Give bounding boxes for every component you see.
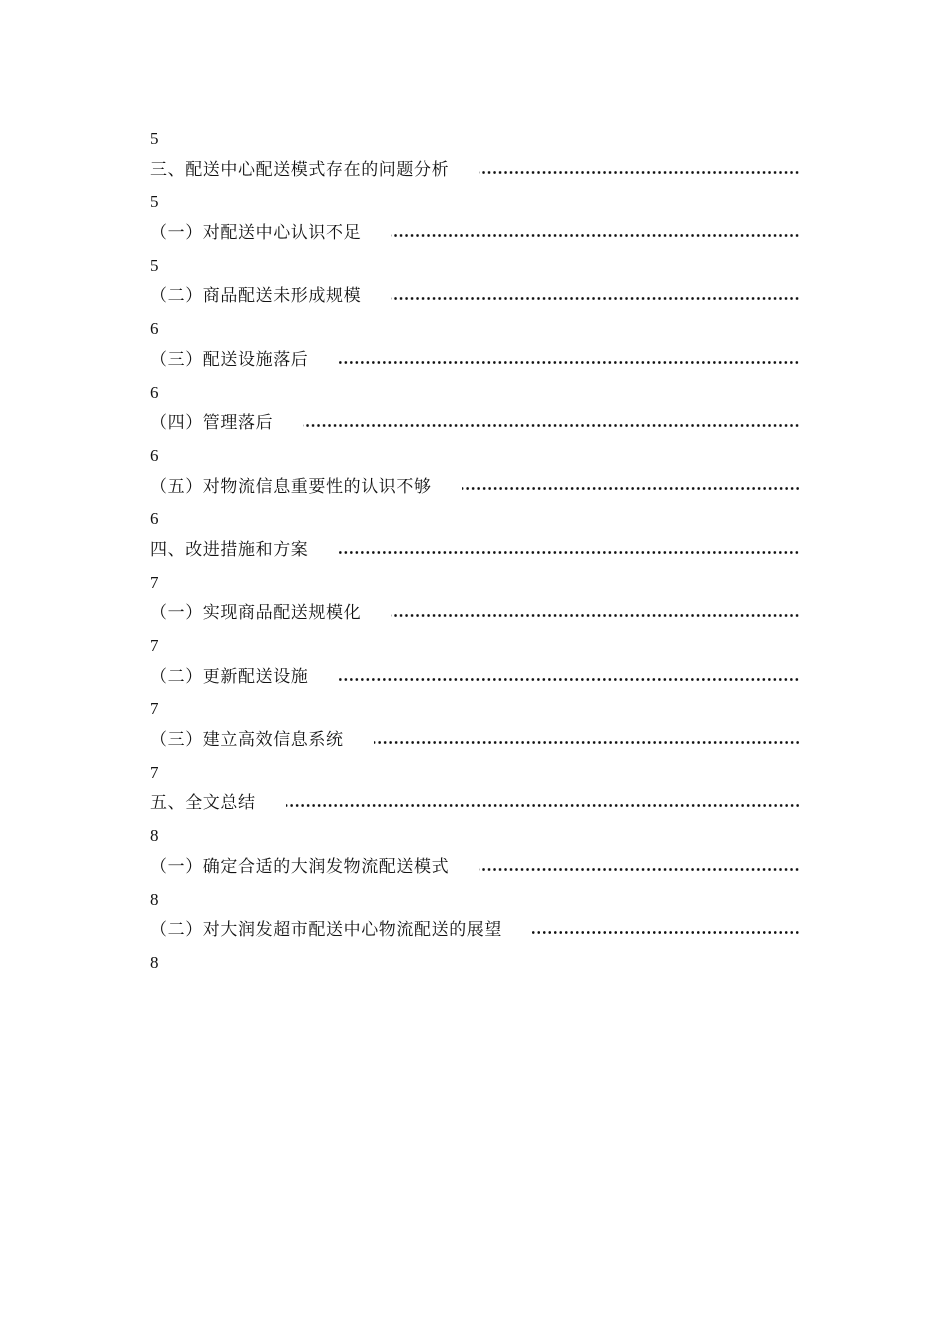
toc-entry-title: （二）对大润发超市配送中心物流配送的展望 xyxy=(150,920,502,941)
toc-page-number: 7 xyxy=(150,636,159,655)
table-of-contents xyxy=(150,123,800,979)
toc-entry xyxy=(150,472,800,504)
toc-entry xyxy=(150,852,800,884)
toc-page-number: 8 xyxy=(150,952,159,972)
toc-page-number: 7 xyxy=(150,699,159,719)
toc-leader-dots xyxy=(462,487,800,490)
toc-entry-title: （四）管理落后 xyxy=(150,413,274,434)
toc-entry-title: （一）确定合适的大润发物流配送模式 xyxy=(150,856,450,877)
toc-page-number: 6 xyxy=(150,382,159,402)
toc-leader-dots xyxy=(391,234,800,237)
toc-page-number: 5 xyxy=(150,255,159,275)
toc-page-number: 7 xyxy=(150,762,159,782)
toc-page-number: 5 xyxy=(150,129,159,148)
toc-entry xyxy=(150,788,800,820)
toc-page-number: 7 xyxy=(150,572,159,592)
toc-leader-dots xyxy=(532,931,800,934)
toc-entry xyxy=(150,598,800,630)
toc-entry xyxy=(150,662,800,694)
toc-entry xyxy=(150,408,800,440)
toc-entry-title: 四、改进措施和方案 xyxy=(150,539,309,560)
toc-entry-title: （二）商品配送未形成规模 xyxy=(150,286,362,307)
toc-page-number: 8 xyxy=(150,826,159,846)
toc-page-number: 8 xyxy=(150,889,159,909)
toc-leader-dots xyxy=(391,297,800,300)
toc-leader-dots xyxy=(374,741,800,744)
toc-entry-title: （三）建立高效信息系统 xyxy=(150,730,344,751)
toc-leader-dots xyxy=(338,678,800,681)
toc-entry-title: （三）配送设施落后 xyxy=(150,349,309,370)
toc-entry-title: （一）实现商品配送规模化 xyxy=(150,603,362,624)
toc-entry-title: （五）对物流信息重要性的认识不够 xyxy=(150,476,432,497)
toc-entry xyxy=(150,155,800,187)
toc-entry-title: 五、全文总结 xyxy=(150,793,256,814)
toc-entry xyxy=(150,345,800,377)
toc-leader-dots xyxy=(303,424,800,427)
toc-entry xyxy=(150,915,800,947)
toc-entry xyxy=(150,281,800,313)
toc-entry xyxy=(150,725,800,757)
toc-page-number: 6 xyxy=(150,445,159,465)
toc-leader-dots xyxy=(479,868,800,871)
toc-leader-dots xyxy=(391,614,800,617)
toc-page-number: 6 xyxy=(150,509,159,529)
toc-entry xyxy=(150,218,800,250)
toc-entry-title: 三、配送中心配送模式存在的问题分析 xyxy=(150,159,450,180)
toc-page-number: 6 xyxy=(150,319,159,339)
toc-entry-title: （一）对配送中心认识不足 xyxy=(150,223,362,244)
toc-entry xyxy=(150,535,800,567)
toc-entry-title: （二）更新配送设施 xyxy=(150,666,309,687)
toc-leader-dots xyxy=(338,361,800,364)
toc-leader-dots xyxy=(338,551,800,554)
toc-page-number: 5 xyxy=(150,192,159,212)
toc-leader-dots xyxy=(286,804,800,807)
toc-leader-dots xyxy=(479,171,800,174)
